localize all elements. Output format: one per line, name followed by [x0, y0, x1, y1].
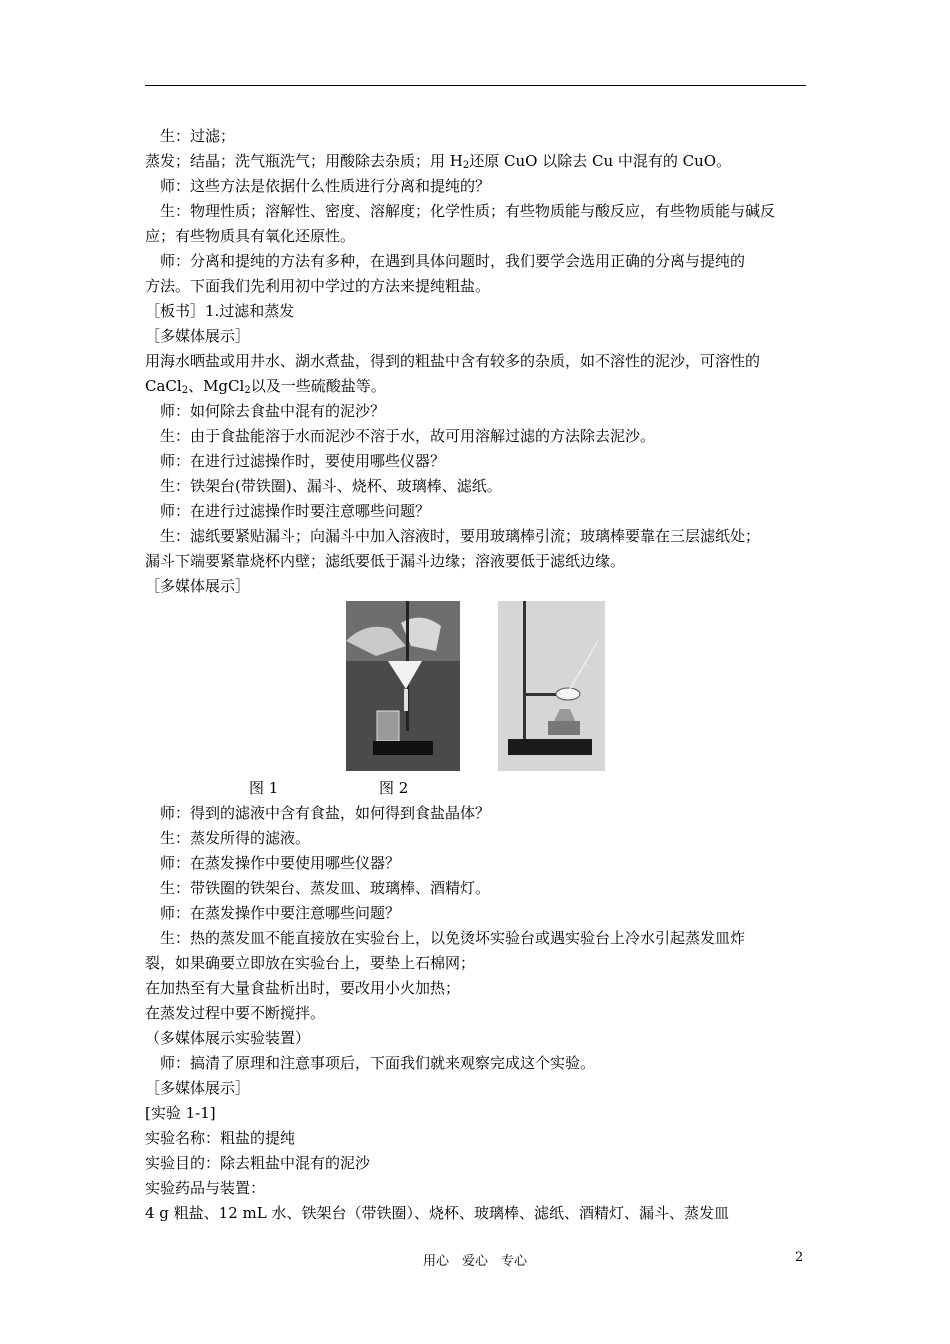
header-rule: [145, 85, 806, 86]
dialogue-line: 生：带铁圈的铁架台、蒸发皿、玻璃棒、酒精灯。: [160, 879, 491, 897]
dialogue-line: 生：铁架台(带铁圈)、漏斗、烧杯、玻璃棒、滤纸。: [160, 477, 502, 495]
experiment-heading: [实验 1-1]: [145, 1104, 216, 1122]
board-note: ［板书］1.过滤和蒸发: [145, 302, 295, 320]
figure-caption: 图 1: [249, 779, 279, 797]
dialogue-line: 方法。下面我们先利用初中学过的方法来提纯粗盐。: [145, 277, 491, 295]
multimedia-label: ［多媒体展示］: [145, 327, 251, 345]
dialogue-line: 师：分离和提纯的方法有多种，在遇到具体问题时，我们要学会选用正确的分离与提纯的: [160, 252, 746, 270]
dialogue-line: 师：如何除去食盐中混有的泥沙？: [160, 402, 386, 420]
figure-caption: 图 2: [379, 779, 409, 797]
dialogue-line: 应；有些物质具有氧化还原性。: [145, 227, 356, 245]
figure-row: [145, 601, 807, 775]
dialogue-line: 生：过滤；: [160, 127, 236, 145]
dialogue-line: 生：由于食盐能溶于水而泥沙不溶于水，故可用溶解过滤的方法除去泥沙。: [160, 427, 656, 445]
dialogue-line: 师：这些方法是依据什么性质进行分离和提纯的？: [160, 177, 491, 195]
dialogue-line: 师：在进行过滤操作时，要使用哪些仪器？: [160, 452, 446, 470]
document-body: [145, 124, 807, 1226]
paragraph-line: CaCl$_2$、MgCl$_2$以及一些硫酸盐等。: [145, 377, 386, 396]
dialogue-line: 生：物理性质；溶解性、密度、溶解度；化学性质；有些物质能与酸反应，有些物质能与碱反: [160, 202, 776, 220]
dialogue-line: 师：在蒸发操作中要注意哪些问题？: [160, 904, 401, 922]
evaporation-photo: [498, 601, 605, 771]
dialogue-line: 裂，如果确要立即放在实验台上，要垫上石棉网；: [145, 954, 476, 972]
experiment-purpose: 实验目的：除去粗盐中混有的泥沙: [145, 1154, 371, 1172]
dialogue-line: 师：在进行过滤操作时要注意哪些问题？: [160, 502, 431, 520]
dialogue-line: 生：蒸发所得的滤液。: [160, 829, 311, 847]
multimedia-label: ［多媒体展示］: [145, 577, 251, 595]
footer-motto: 用心 爱心 专心: [422, 1254, 527, 1269]
figure-captions: [145, 775, 807, 801]
experiment-materials-label: 实验药品与装置：: [145, 1179, 266, 1197]
filtration-photo: [346, 601, 460, 771]
dialogue-line: 师：搞清了原理和注意事项后，下面我们就来观察完成这个实验。: [160, 1054, 596, 1072]
dialogue-line: 生：滤纸要紧贴漏斗；向漏斗中加入溶液时，要用玻璃棒引流；玻璃棒要靠在三层滤纸处；: [160, 527, 761, 545]
multimedia-label: ［多媒体展示］: [145, 1079, 251, 1097]
paragraph-line: 用海水晒盐或用井水、湖水煮盐，得到的粗盐中含有较多的杂质，如不溶性的泥沙，可溶性的: [145, 352, 761, 370]
dialogue-line: 蒸发；结晶；洗气瓶洗气；用酸除去杂质；用 $H_2$还原 CuO 以除去 Cu 中混有的 CuO。: [145, 152, 732, 171]
experiment-name: 实验名称：粗盐的提纯: [145, 1129, 296, 1147]
dialogue-line: 生：热的蒸发皿不能直接放在实验台上，以免烫坏实验台或遇实验台上冷水引起蒸发皿炸: [160, 929, 746, 947]
dialogue-line: 漏斗下端要紧靠烧杯内壁；滤纸要低于漏斗边缘；溶液要低于滤纸边缘。: [145, 552, 626, 570]
multimedia-label: （多媒体展示实验装置）: [145, 1029, 311, 1047]
page-number: 2: [795, 1250, 804, 1265]
paragraph-line: 在加热至有大量食盐析出时，要改用小火加热；: [145, 979, 461, 997]
experiment-materials: 4 g 粗盐、12 mL 水、铁架台（带铁圈）、烧杯、玻璃棒、滤纸、酒精灯、漏斗、蒸发皿: [145, 1204, 729, 1222]
dialogue-line: 师：在蒸发操作中要使用哪些仪器？: [160, 854, 401, 872]
dialogue-line: 师：得到的滤液中含有食盐，如何得到食盐晶体？: [160, 804, 491, 822]
paragraph-line: 在蒸发过程中要不断搅拌。: [145, 1004, 326, 1022]
